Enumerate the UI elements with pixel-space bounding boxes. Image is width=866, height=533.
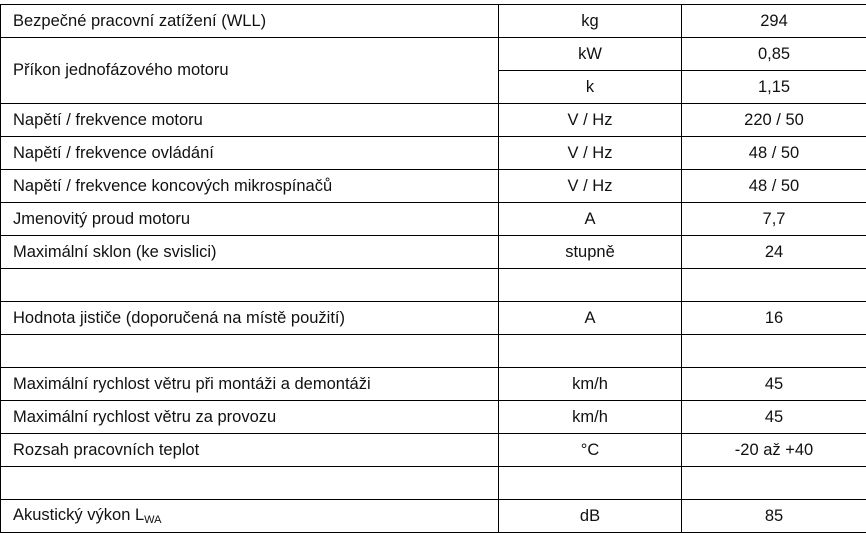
parameter-cell: Rozsah pracovních teplot xyxy=(1,434,499,467)
value-cell: 45 xyxy=(682,368,866,401)
empty-cell xyxy=(682,269,866,302)
value-cell: 294 xyxy=(682,5,866,38)
empty-cell xyxy=(1,269,499,302)
table-row xyxy=(1,203,866,236)
unit-cell: A xyxy=(499,203,682,236)
unit-cell: kW xyxy=(499,38,682,71)
empty-cell xyxy=(682,335,866,368)
empty-cell xyxy=(499,467,682,500)
technical-specifications-table xyxy=(0,4,866,533)
parameter-cell: Napětí / frekvence koncových mikrospínačů xyxy=(1,170,499,203)
empty-cell xyxy=(1,467,499,500)
unit-cell: dB xyxy=(499,500,682,533)
value-cell: 24 xyxy=(682,236,866,269)
value-cell: 48 / 50 xyxy=(682,137,866,170)
empty-cell xyxy=(499,335,682,368)
empty-cell xyxy=(1,335,499,368)
parameter-cell: Maximální rychlost větru za provozu xyxy=(1,401,499,434)
value-cell: 16 xyxy=(682,302,866,335)
unit-cell: kg xyxy=(499,5,682,38)
value-cell: 45 xyxy=(682,401,866,434)
parameter-cell: Jmenovitý proud motoru xyxy=(1,203,499,236)
value-cell: 220 / 50 xyxy=(682,104,866,137)
empty-cell xyxy=(682,467,866,500)
parameter-subscript: WA xyxy=(144,514,161,526)
unit-cell: V / Hz xyxy=(499,170,682,203)
parameter-cell: Hodnota jističe (doporučená na místě použití) xyxy=(1,302,499,335)
value-cell: 0,85 xyxy=(682,38,866,71)
table-row xyxy=(1,368,866,401)
table-row xyxy=(1,137,866,170)
parameter-cell: Maximální sklon (ke svislici) xyxy=(1,236,499,269)
table-row xyxy=(1,38,866,71)
table-row xyxy=(1,5,866,38)
unit-cell: V / Hz xyxy=(499,137,682,170)
table-row xyxy=(1,401,866,434)
unit-cell: k xyxy=(499,71,682,104)
unit-cell: km/h xyxy=(499,368,682,401)
empty-table-row xyxy=(1,335,866,368)
value-cell: 7,7 xyxy=(682,203,866,236)
table-row xyxy=(1,302,866,335)
table-row xyxy=(1,434,866,467)
table-row xyxy=(1,500,866,533)
empty-cell xyxy=(499,269,682,302)
parameter-cell: Maximální rychlost větru při montáži a demontáži xyxy=(1,368,499,401)
parameter-text: Akustický výkon L xyxy=(13,506,144,524)
table-row xyxy=(1,170,866,203)
empty-table-row xyxy=(1,269,866,302)
value-cell: 1,15 xyxy=(682,71,866,104)
value-cell: 48 / 50 xyxy=(682,170,866,203)
value-cell: 85 xyxy=(682,500,866,533)
table-row xyxy=(1,236,866,269)
parameter-cell: Napětí / frekvence ovládání xyxy=(1,137,499,170)
unit-cell: stupně xyxy=(499,236,682,269)
unit-cell: V / Hz xyxy=(499,104,682,137)
unit-cell: °C xyxy=(499,434,682,467)
table-row xyxy=(1,104,866,137)
parameter-cell: Bezpečné pracovní zatížení (WLL) xyxy=(1,5,499,38)
value-cell: -20 až +40 xyxy=(682,434,866,467)
parameter-cell: Příkon jednofázového motoru xyxy=(1,38,499,104)
unit-cell: A xyxy=(499,302,682,335)
parameter-cell: Napětí / frekvence motoru xyxy=(1,104,499,137)
parameter-cell xyxy=(1,500,499,533)
unit-cell: km/h xyxy=(499,401,682,434)
empty-table-row xyxy=(1,467,866,500)
